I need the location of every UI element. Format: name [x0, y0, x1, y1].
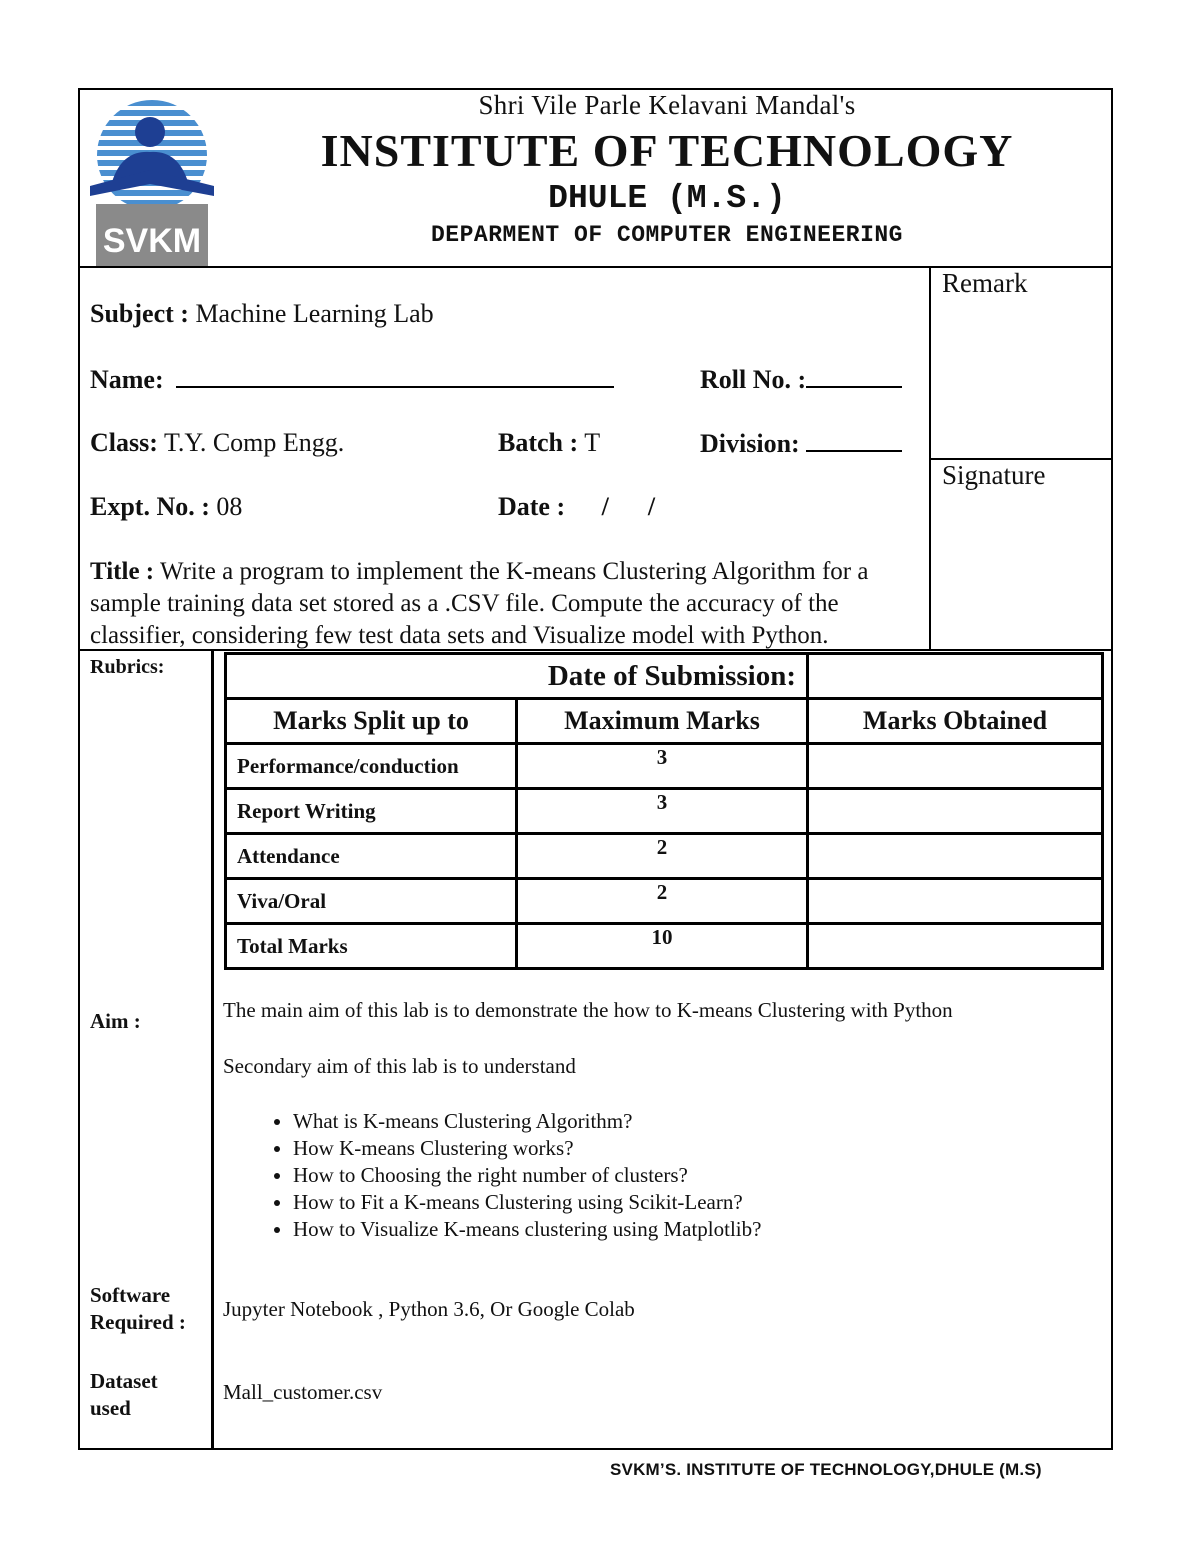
page-footer: SVKM’S. INSTITUTE OF TECHNOLOGY,DHULE (M.S) — [610, 1460, 1042, 1479]
table-row — [226, 789, 1103, 834]
batch-field — [498, 428, 600, 458]
list-item: • What is K-means Clustering Algorithm? — [293, 1108, 761, 1135]
title-value: Write a program to implement the K-means Clustering Algorithm for a sample training data set stored as a .CSV file. Compute the accuracy of the classifier, considering few test data sets and Visualize model with Python. — [90, 558, 869, 649]
dataset-label — [90, 1368, 158, 1422]
signature-label: Signature — [942, 460, 1046, 490]
dataset-label-line2: used — [90, 1396, 131, 1420]
date-of-submission-value — [808, 654, 1103, 699]
row-criterion: Report Writing — [226, 789, 517, 834]
row-max: 3 — [517, 789, 808, 834]
aim-label: Aim : — [90, 1009, 141, 1033]
roll-field — [700, 364, 902, 395]
aim-points-list — [255, 1108, 761, 1243]
dataset-value: Mall_customer.csv — [223, 1380, 383, 1404]
date-of-submission-label: Date of Submission: — [226, 654, 808, 699]
table-row — [226, 924, 1103, 969]
rubrics-table — [224, 652, 1104, 970]
row-criterion: Attendance — [226, 834, 517, 879]
class-value: T.Y. Comp Engg. — [163, 428, 345, 457]
aim-secondary-text: Secondary aim of this lab is to understand — [223, 1054, 576, 1078]
subject-value: Machine Learning Lab — [195, 299, 434, 328]
aim-main-text: The main aim of this lab is to demonstrate the how to K-means Clustering with Python — [223, 998, 953, 1022]
frame-bottom — [78, 1448, 1113, 1450]
date-field — [498, 492, 655, 522]
software-label-line1: Software — [90, 1283, 171, 1307]
svkm-logo-graphic — [82, 100, 222, 266]
row-obtained — [808, 879, 1103, 924]
svkm-logo — [82, 100, 222, 266]
department-name: DEPARMENT OF COMPUTER ENGINEERING — [431, 222, 903, 248]
table-row — [226, 744, 1103, 789]
name-label: Name: — [90, 365, 164, 394]
dataset-label-line1: Dataset — [90, 1369, 158, 1393]
expt-value: 08 — [216, 492, 243, 521]
mandal-name: Shri Vile Parle Kelavani Mandal's — [478, 90, 856, 120]
subject-field — [90, 299, 434, 329]
list-item: • How to Fit a K-means Clustering using Scikit-Learn? — [293, 1189, 761, 1216]
date-label: Date : — [498, 492, 566, 521]
title-label: Title : — [90, 558, 155, 585]
remark-label: Remark — [942, 268, 1028, 298]
frame-right — [1111, 88, 1113, 1450]
division-blank — [806, 428, 902, 452]
batch-value: T — [584, 428, 601, 457]
label-column-divider — [211, 651, 214, 1449]
division-label: Division: — [700, 429, 800, 458]
class-label: Class: — [90, 428, 158, 457]
list-item: • How to Choosing the right number of clusters? — [293, 1162, 761, 1189]
row-obtained — [808, 924, 1103, 969]
roll-label: Roll No. : — [700, 365, 807, 394]
name-blank — [176, 364, 614, 388]
class-field — [90, 428, 344, 458]
row-max: 2 — [517, 879, 808, 924]
institute-name: INSTITUTE OF TECHNOLOGY — [320, 125, 1014, 176]
row-obtained — [808, 744, 1103, 789]
date-value: / / — [601, 492, 656, 521]
list-item: • How K-means Clustering works? — [293, 1135, 761, 1162]
name-field — [90, 364, 614, 395]
roll-blank — [806, 364, 902, 388]
batch-label: Batch : — [498, 428, 579, 457]
expt-field — [90, 492, 242, 522]
table-row — [226, 879, 1103, 924]
header-maximum-marks: Maximum Marks — [517, 699, 808, 744]
expt-label: Expt. No. : — [90, 492, 210, 521]
header-marks-split: Marks Split up to — [226, 699, 517, 744]
frame-left — [78, 88, 80, 1450]
subject-label: Subject : — [90, 299, 189, 328]
software-label-line2: Required : — [90, 1310, 186, 1334]
row-criterion: Total Marks — [226, 924, 517, 969]
table-row — [226, 834, 1103, 879]
row-obtained — [808, 789, 1103, 834]
row-criterion: Viva/Oral — [226, 879, 517, 924]
list-item: • How to Visualize K-means clustering using Matplotlib? — [293, 1216, 761, 1243]
row-max: 3 — [517, 744, 808, 789]
software-label — [90, 1282, 186, 1336]
row-obtained — [808, 834, 1103, 879]
row-max: 10 — [517, 924, 808, 969]
title-field — [90, 556, 925, 652]
software-value: Jupyter Notebook , Python 3.6, Or Google Colab — [223, 1297, 635, 1321]
logo-text: SVKM — [102, 222, 202, 260]
header-marks-obtained: Marks Obtained — [808, 699, 1103, 744]
row-criterion: Performance/conduction — [226, 744, 517, 789]
rubrics-label: Rubrics: — [90, 656, 165, 678]
institute-city: DHULE (M.S.) — [548, 180, 786, 217]
row-max: 2 — [517, 834, 808, 879]
division-field — [700, 428, 902, 459]
